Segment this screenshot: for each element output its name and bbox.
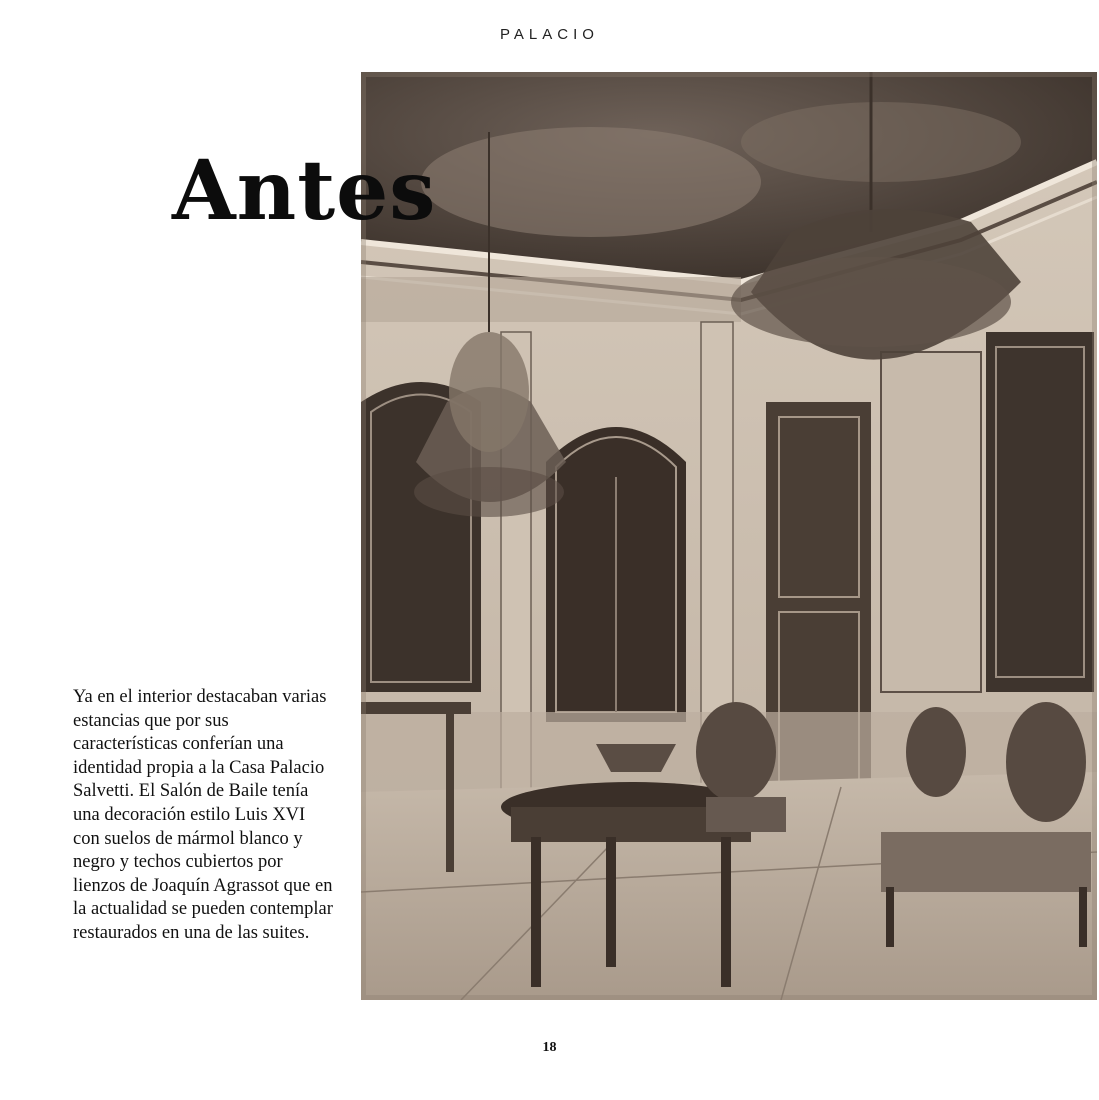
page-number: 18 <box>542 1040 557 1055</box>
ballroom-photo <box>361 72 1097 1000</box>
page-title: Antes <box>172 143 437 239</box>
body-paragraph: Ya en el interior destacaban varias estancias que por sus características conferían una identidad propia a la Casa Palacio Salvetti. El Salón de Baile tenía una decoración estilo Luis XVI con suelos de mármol blanco y negro y techos cubiertos por lienzos de Joaquín Agrassot que en la actualidad se pueden contemplar restaurados en una de las suites. <box>73 687 333 943</box>
section-header: PALACIO <box>500 26 599 43</box>
